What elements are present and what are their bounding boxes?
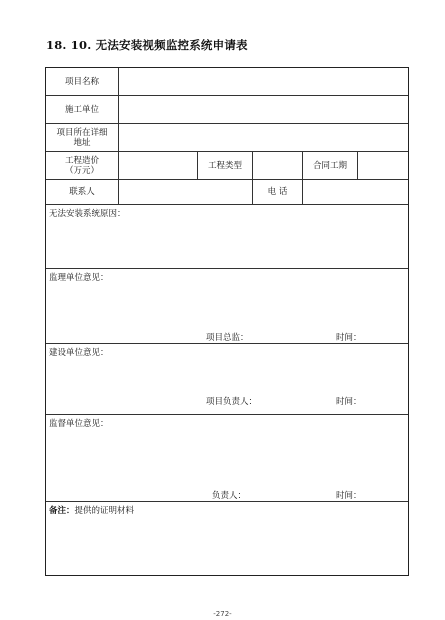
- responsible-person-label: 负责人：: [212, 491, 247, 501]
- construction-unit-value[interactable]: [119, 96, 409, 123]
- project-type-label: 工程类型: [207, 160, 242, 171]
- remarks-label: 备注：: [49, 506, 75, 516]
- address-label-line1: 项目所在详细: [56, 127, 108, 138]
- page-number: -272-: [213, 610, 232, 618]
- address-label-line2: 地址: [73, 137, 91, 148]
- row-divider: [46, 501, 408, 502]
- builder-opinion-label: 建设单位意见：: [49, 348, 109, 358]
- builder-time-label: 时间：: [336, 397, 362, 407]
- row-divider: [46, 268, 408, 269]
- contract-period-label: 合同工期: [312, 160, 347, 171]
- phone-value[interactable]: [303, 180, 409, 204]
- reason-label: 无法安装系统原因：: [49, 209, 126, 219]
- oversight-opinion-label: 监督单位意见：: [49, 419, 109, 429]
- contact-value[interactable]: [119, 180, 252, 204]
- contact-label: 联系人: [69, 187, 95, 197]
- project-address-value[interactable]: [119, 124, 409, 151]
- row-divider: [46, 414, 408, 415]
- row-divider: [46, 343, 408, 344]
- cost-label-line1: 工程造价: [64, 155, 99, 166]
- supervision-opinion-label: 监理单位意见：: [49, 273, 109, 283]
- contract-period-value[interactable]: [358, 152, 409, 179]
- project-name-value[interactable]: [119, 68, 409, 95]
- phone-label: 电 话: [267, 187, 288, 197]
- oversight-time-label: 时间：: [336, 491, 362, 501]
- cost-label-line2: （万元）: [64, 165, 99, 176]
- project-address-label: [46, 124, 118, 151]
- construction-unit-label: 施工单位: [64, 104, 99, 115]
- application-form-table: [45, 67, 409, 576]
- page-title: 18. 10. 无法安装视频监控系统申请表: [46, 38, 248, 52]
- project-type-value[interactable]: [253, 152, 302, 179]
- project-manager-label: 项目负责人：: [206, 397, 258, 407]
- project-name-label: 项目名称: [64, 76, 99, 87]
- remarks: [49, 504, 134, 516]
- remarks-text: 提供的证明材料: [74, 506, 135, 516]
- supervision-time-label: 时间：: [336, 333, 362, 343]
- project-cost-label: [46, 152, 118, 179]
- chief-supervisor-label: 项目总监：: [206, 333, 249, 343]
- project-cost-value[interactable]: [119, 152, 197, 179]
- row-divider: [46, 204, 408, 205]
